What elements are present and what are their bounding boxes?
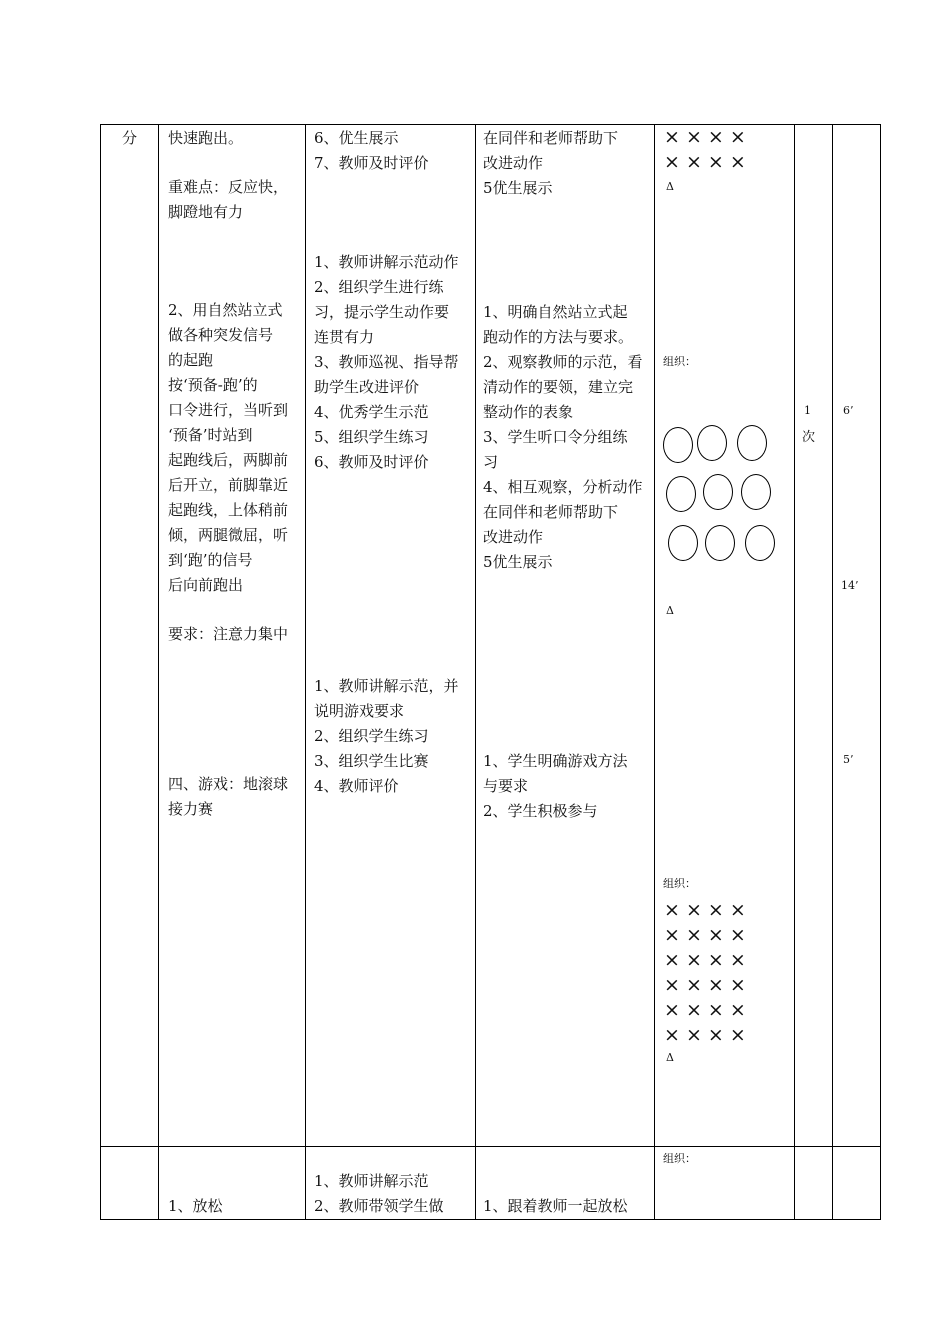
time-value: 6’ <box>843 404 854 417</box>
student-line: 4、相互观察，分析动作 <box>483 478 643 496</box>
formation-row: × × × × <box>664 974 746 996</box>
organization-label: 组织： <box>663 877 696 890</box>
student-line: 2、观察教师的示范，看 <box>483 353 643 371</box>
student-line: 整动作的表象 <box>483 403 574 421</box>
teacher-line: 助学生改进评价 <box>314 378 420 396</box>
teacher-line: 4、优秀学生示范 <box>314 403 429 421</box>
col-border-4 <box>654 124 655 1220</box>
content-line: 接力赛 <box>168 800 214 818</box>
teacher-line: 1、教师讲解示范，并 <box>314 677 459 695</box>
col-border-3 <box>475 124 476 1220</box>
teacher-line: 2、组织学生练习 <box>314 727 429 745</box>
content-line: 1、放松 <box>168 1197 223 1215</box>
time-value: 5’ <box>843 753 854 766</box>
teacher-line: 3、组织学生比赛 <box>314 752 429 770</box>
table-bottom-border <box>100 1219 881 1220</box>
teacher-line: 习，提示学生动作要 <box>314 303 450 321</box>
teacher-line: 连贯有力 <box>314 328 375 346</box>
student-line: 在同伴和老师帮助下 <box>483 129 619 147</box>
teacher-line: 5、组织学生练习 <box>314 428 429 446</box>
formation-row: × × × × <box>664 924 746 946</box>
col-border-5 <box>794 124 795 1220</box>
teacher-line: 4、教师评价 <box>314 777 399 795</box>
content-line: 后开立，前脚靠近 <box>168 476 289 494</box>
col-border-0 <box>100 124 101 1220</box>
formation-row: × × × × <box>664 999 746 1021</box>
student-line: 习 <box>483 453 499 471</box>
content-line: ‘预备’时站到 <box>168 426 253 444</box>
teacher-position-mark: Δ <box>666 604 674 617</box>
teacher-line: 1、教师讲解示范动作 <box>314 253 459 271</box>
teacher-line: 说明游戏要求 <box>314 702 405 720</box>
group-circle <box>737 425 767 461</box>
teacher-position-mark: Δ <box>666 180 674 193</box>
formation-row: × × × × <box>664 151 746 173</box>
student-line: 改进动作 <box>483 528 544 546</box>
student-line: 在同伴和老师帮助下 <box>483 503 619 521</box>
student-line: 改进动作 <box>483 154 544 172</box>
teacher-line: 6、教师及时评价 <box>314 453 429 471</box>
group-circle <box>705 525 735 561</box>
content-line: 倾，两腿微屈，听 <box>168 526 289 544</box>
content-line: 到‘跑’的信号 <box>168 551 253 569</box>
teacher-position-mark: Δ <box>666 1051 674 1064</box>
formation-row: × × × × <box>664 126 746 148</box>
teacher-line: 6、优生展示 <box>314 129 399 147</box>
group-circle <box>697 425 727 461</box>
content-line: 脚蹬地有力 <box>168 203 244 221</box>
organization-label: 组织： <box>663 355 696 368</box>
student-line: 2、学生积极参与 <box>483 802 598 820</box>
row-divider <box>100 1146 881 1147</box>
time-value: 14’ <box>841 579 859 592</box>
content-line: 起跑线后，两脚前 <box>168 451 289 469</box>
content-line: 按‘预备-跑’的 <box>168 376 258 394</box>
col-border-1 <box>158 124 159 1220</box>
content-line: 口令进行，当听到 <box>168 401 289 419</box>
content-line: 重难点：反应快， <box>168 178 289 196</box>
content-line: 做各种突发信号 <box>168 326 274 344</box>
content-line: 四、游戏：地滚球 <box>168 775 289 793</box>
formation-row: × × × × <box>664 949 746 971</box>
group-circle <box>741 474 771 510</box>
student-line: 1、跟着教师一起放松 <box>483 1197 628 1215</box>
content-line: 快速跑出。 <box>168 129 244 147</box>
repetition-count: 1 <box>804 404 811 417</box>
formation-row: × × × × <box>664 899 746 921</box>
group-circle <box>668 525 698 561</box>
student-line: 1、学生明确游戏方法 <box>483 752 628 770</box>
group-circle <box>745 525 775 561</box>
teacher-line: 7、教师及时评价 <box>314 154 429 172</box>
col-border-7 <box>880 124 881 1220</box>
table-top-border <box>100 124 881 125</box>
group-circle <box>663 427 693 463</box>
teacher-line: 3、教师巡视、指导帮 <box>314 353 459 371</box>
teacher-line: 1、教师讲解示范 <box>314 1172 429 1190</box>
student-line: 清动作的要领，建立完 <box>483 378 634 396</box>
student-line: 5优生展示 <box>483 179 553 197</box>
group-circle <box>703 474 733 510</box>
content-line: 后向前跑出 <box>168 576 244 594</box>
student-line: 跑动作的方法与要求。 <box>483 328 634 346</box>
content-line: 起跑线，上体稍前 <box>168 501 289 519</box>
organization-label: 组织： <box>663 1152 696 1165</box>
content-line: 的起跑 <box>168 351 214 369</box>
student-line: 1、明确自然站立式起 <box>483 303 628 321</box>
section-label: 分 <box>122 129 138 147</box>
student-line: 5优生展示 <box>483 553 553 571</box>
teacher-line: 2、教师带领学生做 <box>314 1197 444 1215</box>
col-border-2 <box>305 124 306 1220</box>
formation-row: × × × × <box>664 1024 746 1046</box>
group-circle <box>666 476 696 512</box>
student-line: 与要求 <box>483 777 529 795</box>
teacher-line: 2、组织学生进行练 <box>314 278 444 296</box>
content-line: 要求：注意力集中 <box>168 625 289 643</box>
repetition-unit: 次 <box>802 430 816 445</box>
col-border-6 <box>832 124 833 1220</box>
content-line: 2、用自然站立式 <box>168 301 283 319</box>
student-line: 3、学生听口令分组练 <box>483 428 628 446</box>
